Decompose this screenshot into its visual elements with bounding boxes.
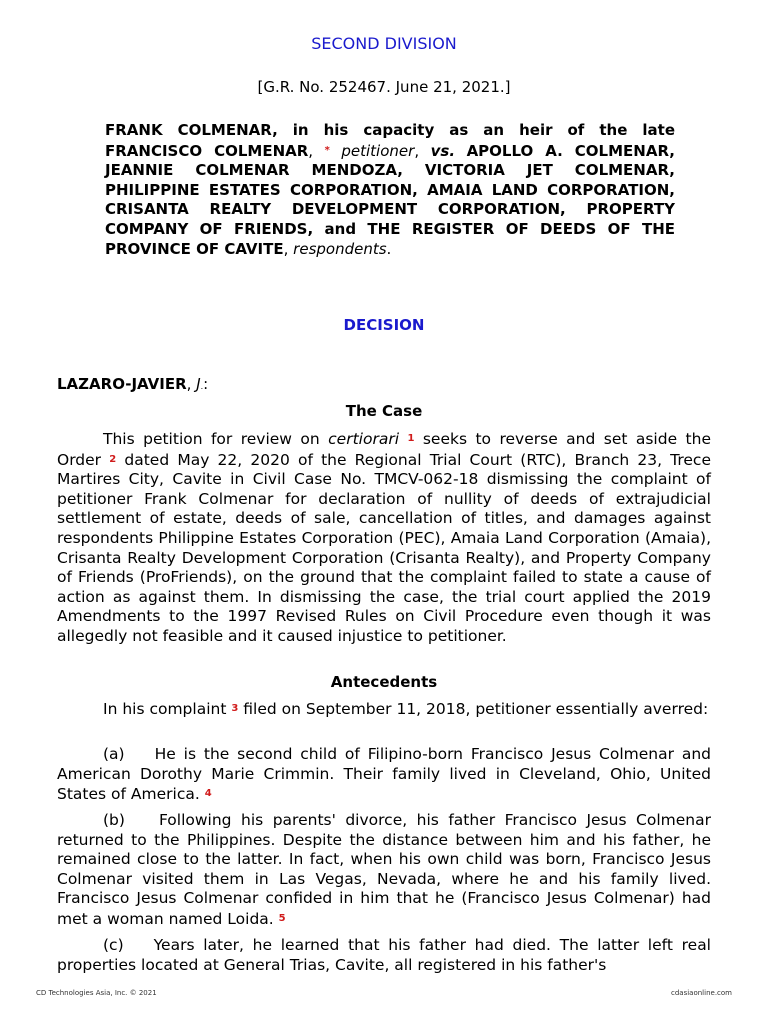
paragraph-text: filed on September 11, 2018, petitioner essentially averred: <box>238 700 709 718</box>
item-label: (b) <box>103 811 125 829</box>
separator: , <box>414 141 420 160</box>
paragraph-text: Following his parents' divorce, his father Francisco Jesus Colmenar returned to the Philippines. Despite the distance between him and his father, he remained close to the latter. In fact, when his own child was born, Francisco Jesus Colmenar visited them in Las Vegas, Nevada, where he and his family lived. Francisco Jesus Colmenar confided in him that he (Francisco Jesus Colmenar) had met a woman named Loida. <box>57 811 711 928</box>
footer-copyright: CD Technologies Asia, Inc. © 2021 <box>36 989 157 997</box>
versus: vs. <box>430 141 456 160</box>
paragraph-c <box>57 936 711 975</box>
footnote-link-1[interactable]: 1 <box>407 433 415 444</box>
paragraph-2 <box>57 699 711 720</box>
paragraph-b <box>57 811 711 930</box>
case-number: [G.R. No. 252467. June 21, 2021.] <box>257 78 511 96</box>
footnote-link-4[interactable]: 4 <box>204 788 212 800</box>
separator: : <box>203 375 209 393</box>
paragraph-a <box>57 745 711 805</box>
paragraph-text: dated May 22, 2020 of the Regional Trial Court (RTC), Branch 23, Trece Martires City, Cavite in Civil Case No. TMCV-062-18 dismissing the complaint of petitioner Frank Colmenar for declaration of nullity of deeds of extrajudicial settlement of estate, deeds of sale, cancellation of titles, and damages against respondents Philippine Estates Corporation (PEC), Amaia Land Corporation (Amaia), Crisanta Realty Development Corporation (Crisanta Realty), and Property Company of Friends (ProFriends), on the ground that the complaint failed to state a cause of action as against them. In dismissing the case, the trial court applied the 2019 Amendments to the 1997 Revised Rules on Civil Procedure even though it was allegedly not feasible and it caused injustice to petitioner. <box>57 450 711 645</box>
respondents-label: respondents <box>293 239 387 258</box>
paragraph-text: He is the second child of Filipino-born Francisco Jesus Colmenar and American Dorothy Marie Crimmin. Their family lived in Cleveland, Ohio, United States of America. <box>57 745 711 804</box>
separator: . <box>200 382 204 391</box>
item-label: (c) <box>103 936 124 954</box>
justice-initial: J <box>196 375 201 393</box>
separator: , <box>308 141 314 160</box>
ponente <box>57 375 208 393</box>
footnote-link-2[interactable]: 2 <box>109 453 117 465</box>
separator: . <box>386 239 392 258</box>
separator: , <box>186 375 192 393</box>
separator: , <box>283 239 289 258</box>
paragraph-text: This petition for review on <box>103 430 320 448</box>
paragraph-text: In his complaint <box>103 700 227 718</box>
division-heading: SECOND DIVISION <box>311 34 457 53</box>
item-label: (a) <box>103 745 125 763</box>
petitioner-name: FRANK COLMENAR, in his capacity as an heir of the late FRANCISCO COLMENAR <box>105 121 675 160</box>
footnote-asterisk-link[interactable]: * <box>324 144 330 156</box>
ponente-name: LAZARO-JAVIER <box>57 375 187 393</box>
petitioner-label: petitioner <box>341 141 415 160</box>
footnote-link-3[interactable]: 3 <box>231 703 239 714</box>
case-parties <box>105 121 675 259</box>
paragraph-text: Years later, he learned that his father had died. The latter left real properties located at General Trias, Cavite, all registered in his father's <box>57 936 711 974</box>
decision-title: DECISION <box>343 316 425 334</box>
italic-term: certiorari <box>328 430 400 448</box>
paragraph-text: seeks to reverse and set aside the Order <box>57 430 711 469</box>
footnote-link-5[interactable]: 5 <box>278 912 286 924</box>
paragraph-1 <box>57 429 711 647</box>
section-heading-the-case: The Case <box>345 402 423 420</box>
respondents-names: APOLLO A. COLMENAR, JEANNIE COLMENAR MENDOZA, VICTORIA JET COLMENAR, PHILIPPINE ESTATES CORPORATION, AMAIA LAND CORPORATION, CRISANTA REALTY DEVELOPMENT CORPORATION, PROPERTY COMPANY OF FRIENDS, and THE REGISTER OF DEEDS OF THE PROVINCE OF CAVITE <box>105 141 675 258</box>
footer-site: cdasiaonline.com <box>671 989 732 997</box>
section-heading-antecedents: Antecedents <box>330 673 438 691</box>
